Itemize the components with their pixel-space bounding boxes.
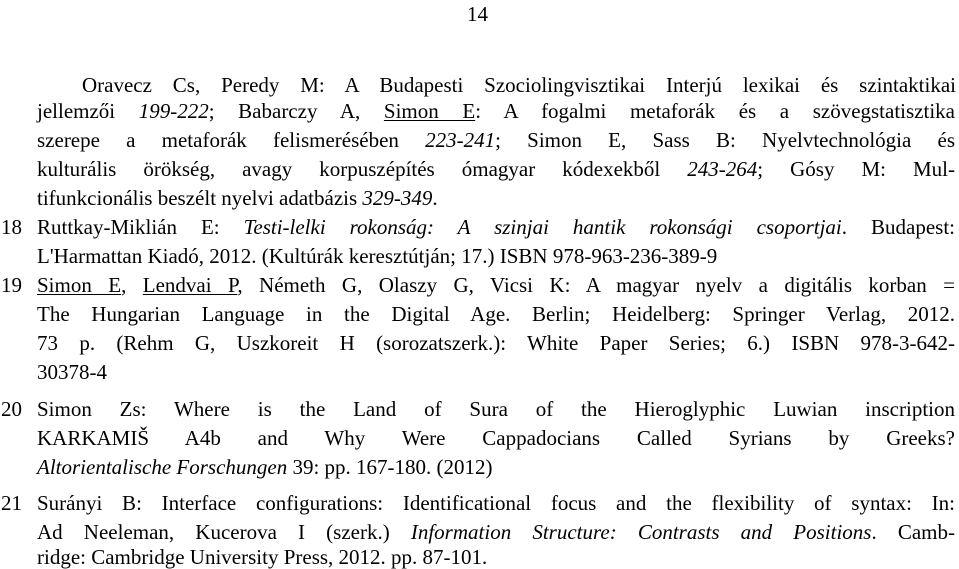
page-range: 223-241: [425, 128, 496, 152]
ref19-line-4: 30378-4: [37, 360, 107, 384]
entry-number: 21: [1, 491, 22, 515]
page-range: 243-264: [687, 157, 758, 181]
book-title: Information Structure: Contrasts and Positions: [410, 520, 872, 544]
ref17-line-3: szerepe a metaforák felismerésében 223-241; Simon E, Sass B: Nyelvtechnológia és: [37, 128, 955, 152]
author-link[interactable]: Simon E: [37, 273, 122, 297]
ref19-line-3: 73 p. (Rehm G, Uszkoreit H (sorozatszerk.): White Paper Series; 6.) ISBN 978-3-642-: [37, 331, 955, 355]
author-link[interactable]: Simon E: [383, 99, 476, 123]
entry-number: 19: [1, 273, 22, 297]
ref17-line-4: kulturális örökség, avagy korpuszépítés ómagyar kódexekből 243-264; Gósy M: Mul-: [37, 157, 955, 181]
ref20-line-1: Simon Zs: Where is the Land of Sura of the Hieroglyphic Luwian inscription: [37, 397, 955, 421]
ref19-line-2: The Hungarian Language in the Digital Age. Berlin; Heidelberg: Springer Verlag, 2012.: [37, 302, 955, 326]
journal-title: Altorientalische Forschungen: [37, 455, 288, 479]
ref17-line-2: jellemzői 199-222; Babarczy A, Simon E: A fogalmi metaforák és a szövegstatisztika: [37, 99, 955, 123]
page-range: 329-349: [362, 186, 433, 210]
ref17-line-1: Oravecz Cs, Peredy M: A Budapesti Szociolingvisztikai Interjú lexikai és szintaktikai: [82, 73, 956, 97]
ref20-line-3: Altorientalische Forschungen 39: pp. 167-180. (2012): [37, 455, 493, 479]
ref21-line-1: Surányi B: Interface configurations: Identificational focus and the flexibility of syntax: In:: [37, 491, 955, 515]
ref17-line-5: tifunkcionális beszélt nyelvi adatbázis 329-349.: [37, 186, 438, 210]
ref21-line-3: ridge: Cambridge University Press, 2012. pp. 87-101.: [37, 545, 488, 569]
author-link[interactable]: Lendvai P: [142, 273, 238, 297]
entry-number: 18: [1, 215, 22, 239]
ref18-line-1: Ruttkay-Miklián E: Testi-lelki rokonság: A szinjai hantik rokonsági csoportjai. Budapest:: [37, 215, 955, 239]
ref19-line-1: Simon E, Lendvai P, Németh G, Olaszy G, Vicsi K: A magyar nyelv a digitális korban =: [37, 273, 955, 297]
ref21-line-2: Ad Neeleman, Kucerova I (szerk.) Information Structure: Contrasts and Positions. Camb-: [37, 520, 956, 544]
book-title: Testi-lelki rokonság: A szinjai hantik rokonsági csoportjai: [243, 215, 842, 239]
page-range: 199-222: [138, 99, 209, 123]
entry-number: 20: [1, 397, 22, 421]
page-number: 14: [467, 2, 488, 26]
ref20-line-2: KARKAMIŠ A4b and Why Were Cappadocians Called Syrians by Greeks?: [37, 426, 955, 450]
ref18-line-2: L'Harmattan Kiadó, 2012. (Kultúrák keresztútján; 17.) ISBN 978-963-236-389-9: [37, 244, 718, 268]
